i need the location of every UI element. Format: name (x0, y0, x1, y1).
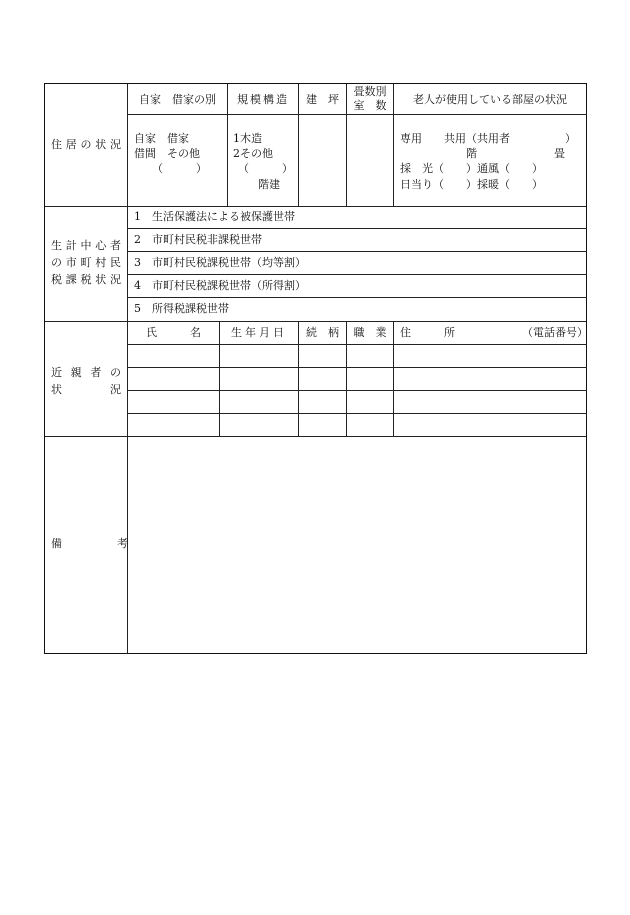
room-line: 採 光（ ）通風（ ） (400, 162, 543, 175)
tax-label-line: 生計中心者 (51, 239, 121, 252)
phone-header: （電話番号） (522, 326, 588, 339)
own-rent-header: 自家 借家の別 (139, 93, 216, 106)
tatami-header-top: 畳数別 (353, 85, 387, 98)
remarks-area (128, 437, 586, 653)
scale-option: 1木造 (233, 132, 262, 145)
row-divider (128, 274, 587, 275)
row-divider (128, 251, 587, 252)
row-divider (128, 413, 587, 414)
scale-option: 2その他 (233, 147, 273, 160)
row-divider (128, 228, 587, 229)
relation-header: 続 柄 (306, 326, 339, 339)
room-header: 老人が使用している部屋の状況 (413, 93, 567, 106)
row-divider (128, 114, 587, 115)
column-divider (393, 321, 394, 436)
relatives-label-line: 状況 (51, 383, 121, 396)
own-rent-other-blank: （ ） (152, 162, 207, 175)
tax-item: 5 所得税課税世帯 (134, 302, 229, 315)
job-header: 職 業 (353, 326, 387, 339)
remarks-label: 備 考 (51, 537, 128, 550)
row-divider (128, 367, 587, 368)
tatami-header-bottom: 室 数 (353, 99, 387, 112)
own-rent-option: 自家 借家 (134, 132, 189, 145)
row-divider (128, 297, 587, 298)
row-divider (128, 344, 587, 345)
room-line: 日当り（ ）採暖（ ） (400, 178, 543, 191)
room-line: 専用 共用（共用者 ） (400, 132, 576, 145)
row-divider (128, 390, 587, 391)
area-header: 建 坪 (306, 93, 339, 106)
welfare-form (44, 83, 587, 654)
room-line: 階 畳 (400, 147, 565, 160)
scale-header: 規模構造 (237, 93, 289, 106)
housing-label: 住居の状況 (51, 138, 121, 151)
own-rent-option: 借間 その他 (134, 147, 200, 160)
tax-item: 3 市町村民税課税世帯（均等割） (134, 256, 306, 269)
tax-label-line: の市町村民 (51, 256, 121, 269)
tax-label-line: 税課税状況 (51, 273, 121, 286)
name-header: 氏 名 (146, 326, 201, 339)
birth-header: 生年月日 (231, 326, 287, 339)
address-header: 住 所 (400, 326, 455, 339)
tax-item: 1 生活保護法による被保護世帯 (134, 210, 295, 223)
relatives-label-line: 近親者の (51, 366, 121, 379)
scale-other-blank: （ ） (238, 162, 293, 175)
scale-floors: 階建 (258, 178, 280, 191)
tax-item: 4 市町村民税課税世帯（所得割） (134, 279, 306, 292)
tax-item: 2 市町村民税非課税世帯 (134, 233, 262, 246)
